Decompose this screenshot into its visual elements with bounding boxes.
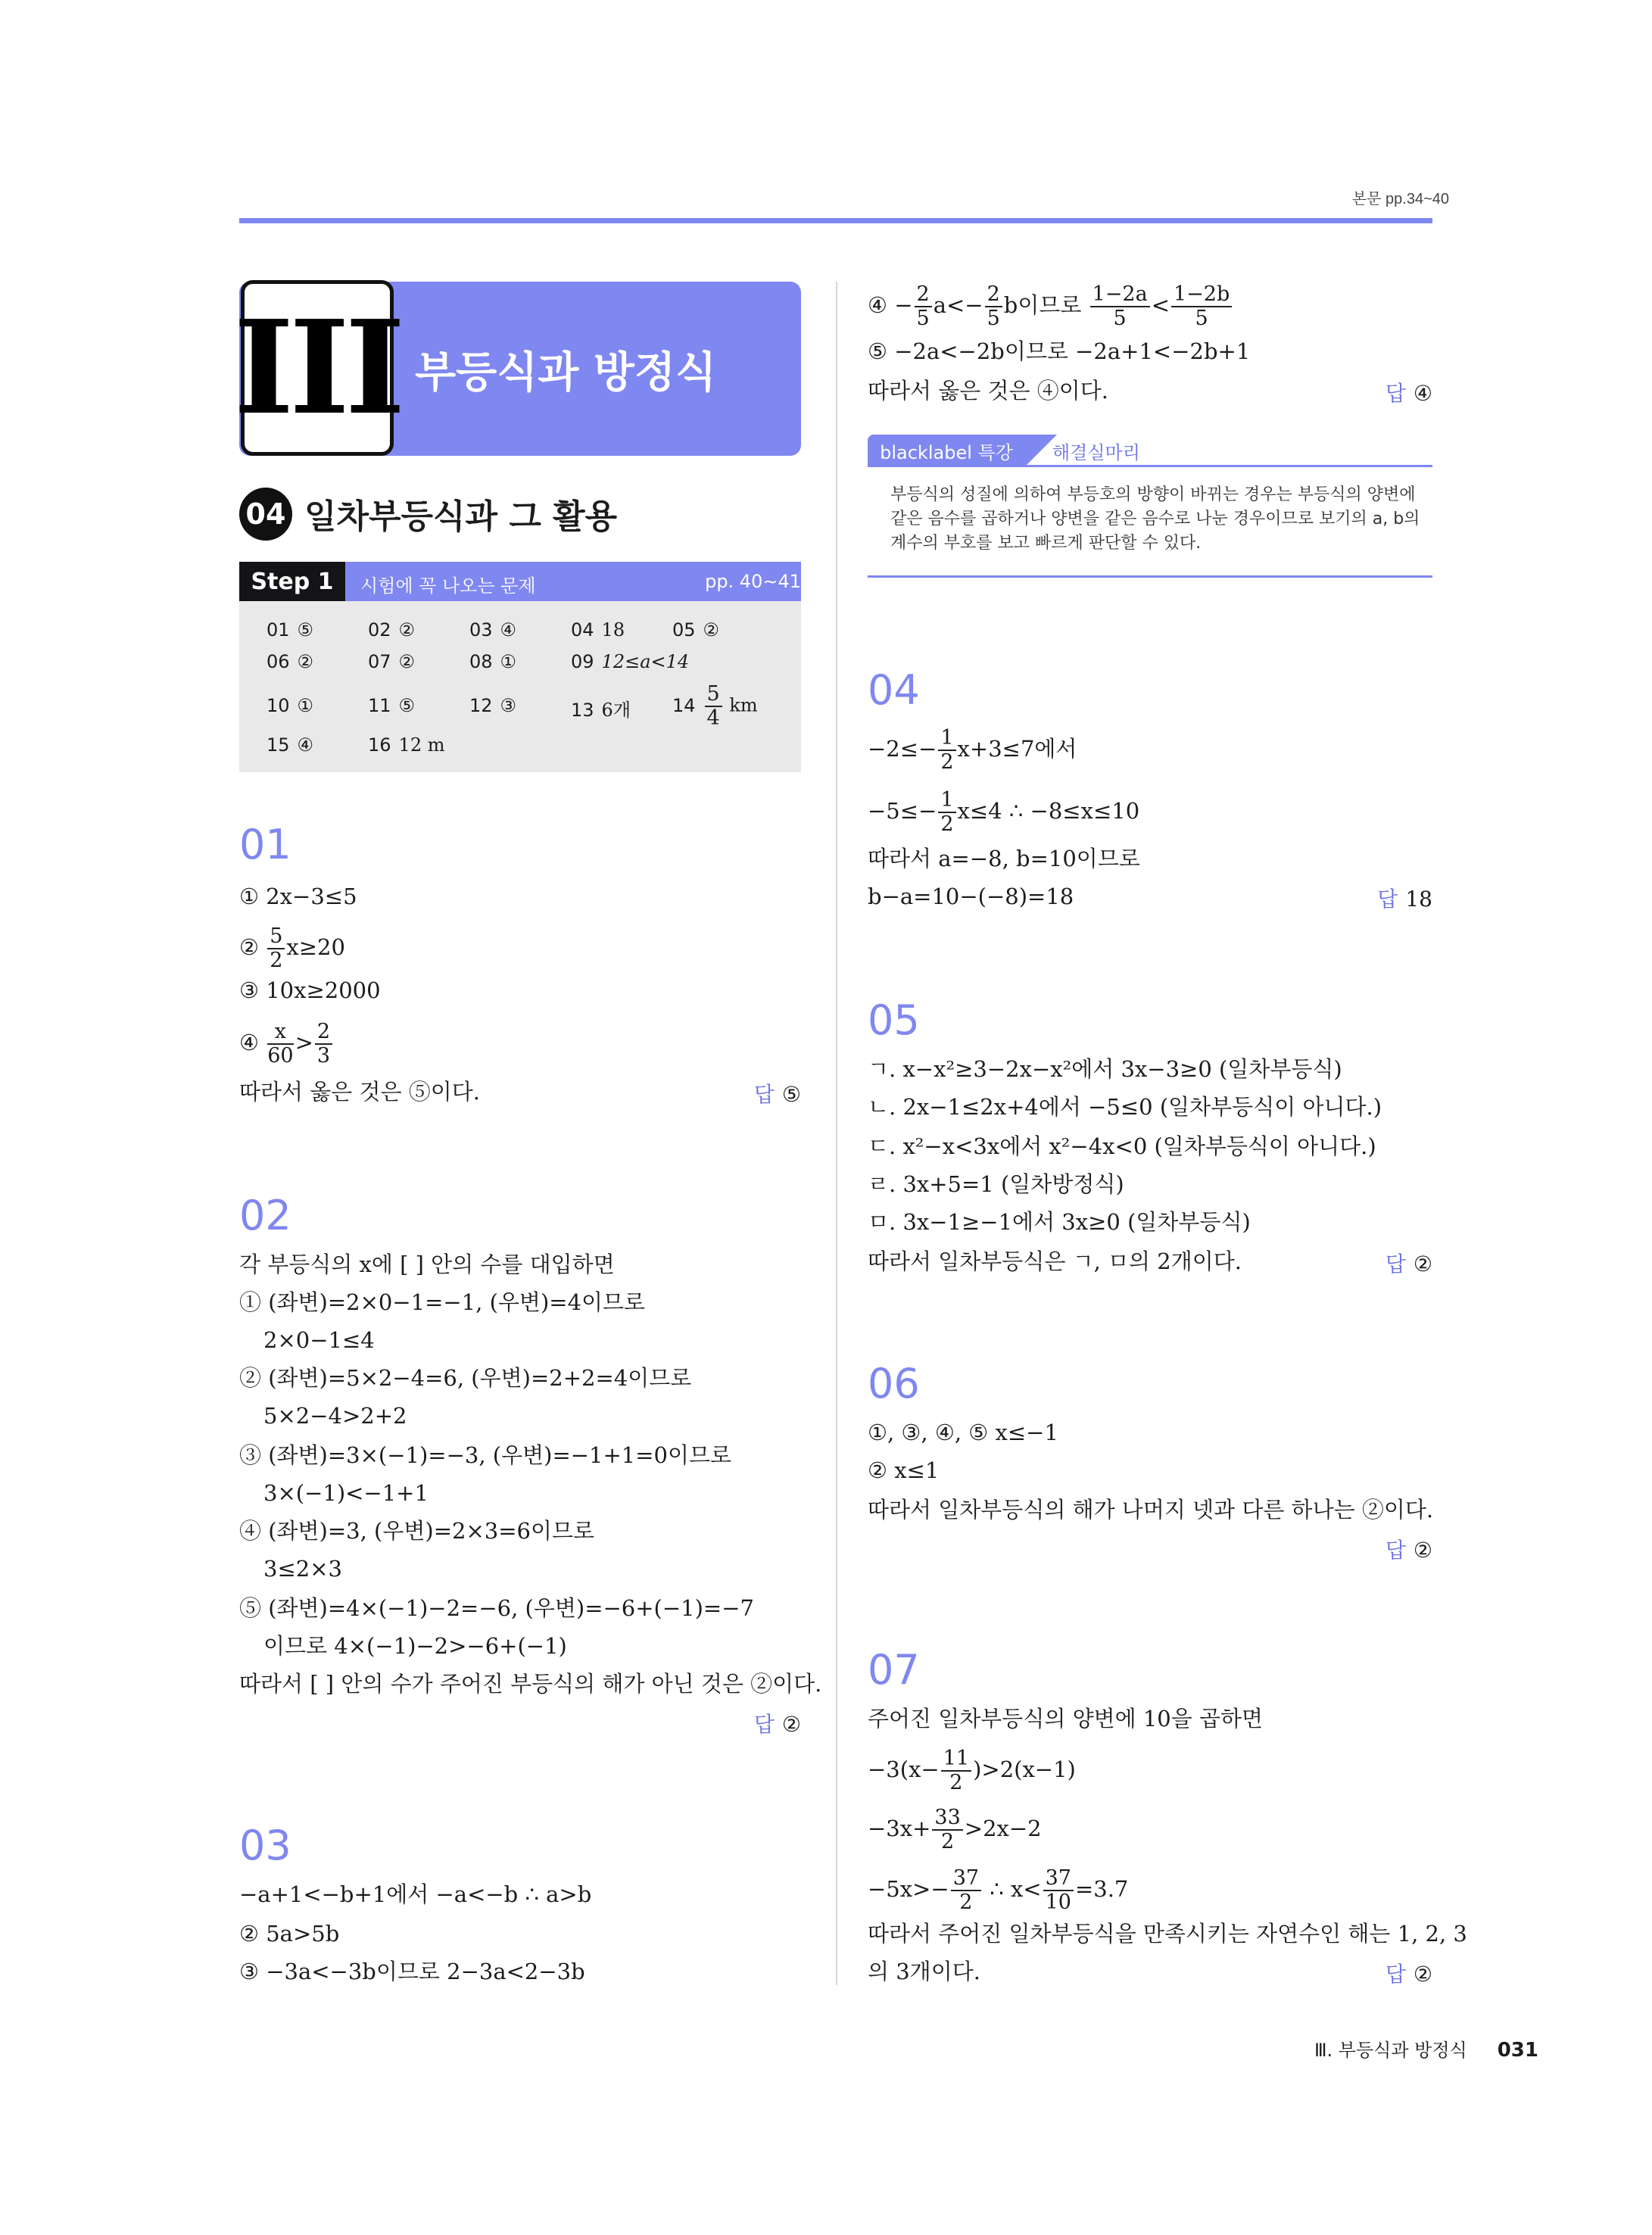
solution-line: 이므로 4×(−1)−2>−6+(−1) [263,1633,567,1659]
solution-line: 3×(−1)<−1+1 [263,1480,429,1506]
answer-item: 10 ① [267,695,314,716]
answer-item: 11 ⑤ [368,695,416,716]
step-label: Step 1 [239,562,345,601]
answer-mark: 답 ⑤ [753,1082,801,1107]
footer-chapter: Ⅲ. 부등식과 방정식 [1314,2040,1467,2061]
solution-line: −a+1<−b+1에서 −a<−b ∴ a>b [239,1881,592,1907]
solution-line: ① (좌변)=2×0−1=−1, (우변)=4이므로 [239,1289,646,1315]
question-number: 06 [868,1360,920,1407]
solution-line: ② (좌변)=5×2−4=6, (우변)=2+2=4이므로 [239,1365,692,1391]
question-number: 04 [868,666,920,714]
blacklabel-top-rule [868,465,1432,467]
solution-line: −3x+ $\frac{33}{2}$ >2x−2 [868,1806,1042,1853]
solution-line: ② x≤1 [868,1457,940,1483]
solution-line: ③ 10x≥2000 [239,977,381,1003]
blacklabel-bottom-rule [868,575,1432,578]
answer-item: 09 12≤a<14 [571,651,690,672]
solution-line: −5≤− $\frac{1}{2}$ x≤4 ∴ −8≤x≤10 [868,788,1140,836]
solution-line: 각 부등식의 x에 [ ] 안의 수를 대입하면 [239,1252,615,1277]
answer-item: 13 6개 [571,700,631,721]
section-number-badge: 04 [239,488,292,541]
solution-line: 5×2−4>2+2 [263,1403,407,1429]
blacklabel-text: 부등식의 성질에 의하여 부등호의 방향이 바뀌는 경우는 부등식의 양변에 같은 음수를 곱하거나 양변을 같은 음수로 나눈 경우이므로 보기의 a, b의 계수의 부호를 보고 빠르게 판단할 수 있다. [890,485,1420,553]
solution-line: 의 3개이다. [868,1959,980,1984]
blacklabel-subtitle: 해결실마리 [1052,442,1140,463]
step-description: 시험에 꼭 나오는 문제 [360,575,536,597]
solution-line: −2≤− $\frac{1}{2}$ x+3≤7에서 [868,726,1077,774]
answer-item: 15 ④ [267,734,314,756]
answer-grid [239,601,801,772]
step-pages: pp. 40∼41 [705,571,801,592]
answer-item: 04 18 [571,619,625,641]
solution-line: ㄷ. x²−x<3x에서 x²−4x<0 (일차부등식이 아니다.) [868,1133,1376,1159]
solution-line: 3≤2×3 [263,1556,342,1582]
answer-mark: 답 ② [1385,1538,1432,1563]
answer-item: 05 ② [672,619,720,641]
answer-item: 14 $\frac{5}{4}$ km [672,682,758,730]
answer-item: 07 ② [368,651,416,672]
solution-line: ㄴ. 2x−1≤2x+4에서 −5≤0 (일차부등식이 아니다.) [868,1094,1382,1120]
solution-line: ⑤ (좌변)=4×(−1)−2=−6, (우변)=−6+(−1)=−7 [239,1595,754,1621]
solution-line: 따라서 옳은 것은 ④이다. [868,378,1108,404]
solution-line: ③ (좌변)=3×(−1)=−3, (우변)=−1+1=0이므로 [239,1442,732,1468]
solution-line: −3(x− $\frac{11}{2}$ )>2(x−1) [868,1747,1076,1794]
blacklabel-tag: blacklabel 특강 [868,435,1025,466]
solution-line: ㄱ. x−x²≥3−2x−x²에서 3x−3≥0 (일차부등식) [868,1056,1342,1082]
answer-mark: 답 ④ [1385,381,1432,406]
answer-mark: 답 ② [1385,1252,1432,1276]
page-reference: 본문 pp.34~40 [1351,191,1449,207]
solution-line: 따라서 옳은 것은 ⑤이다. [239,1079,480,1105]
solution-line: 따라서 일차부등식의 해가 나머지 넷과 다른 하나는 ②이다. [868,1497,1434,1523]
question-number: 07 [868,1646,920,1694]
question-number: 02 [239,1192,291,1239]
page-number: 031 [1497,2039,1538,2062]
solution-line: 주어진 일차부등식의 양변에 10을 곱하면 [868,1706,1263,1732]
solution-line: ㅁ. 3x−1≥−1에서 3x≥0 (일차부등식) [868,1209,1251,1235]
solution-line: ② 5a>5b [239,1921,340,1947]
answer-item: 16 12 m [368,734,445,756]
answer-item: 06 ② [267,651,314,672]
solution-line: ④ − $\frac{2}{5}$ a<− $\frac{2}{5}$ b이므로 $\frac{1-2a}{5}$ < $\frac{1-2b}{5}$ [868,283,1233,330]
solution-line: 따라서 주어진 일차부등식을 만족시키는 자연수인 해는 1, 2, 3 [868,1921,1467,1947]
solution-line: ④ (좌변)=3, (우변)=2×3=6이므로 [239,1518,595,1544]
answer-mark: 답 18 [1377,887,1432,912]
solution-line: ② $\frac{5}{2}$ x≥20 [239,924,345,972]
question-number: 01 [239,821,291,868]
answer-item: 08 ① [469,651,517,672]
solution-line: ③ −3a<−3b이므로 2−3a<2−3b [239,1959,585,1984]
answer-item: 03 ④ [469,619,517,641]
answer-mark: 답 ② [753,1712,801,1737]
solution-line: ① 2x−3≤5 [239,884,357,909]
answer-item: 02 ② [368,619,416,641]
page-footer [1314,2035,1538,2062]
solution-line: ④ $\frac{x}{60}$ > $\frac{2}{3}$ [239,1021,334,1068]
top-rule [239,218,1432,223]
solution-line: 따라서 [ ] 안의 수가 주어진 부등식의 해가 아닌 것은 ②이다. [239,1671,822,1697]
solution-line: ㄹ. 3x+5=1 (일차방정식) [868,1171,1124,1197]
answer-item: 01 ⑤ [267,619,314,641]
solution-line: −5x>− $\frac{37}{2}$ ∴ x< $\frac{37}{10}$ =3.7 [868,1866,1129,1914]
chapter-numeral: III [241,280,394,456]
question-number: 03 [239,1822,291,1869]
answer-item: 12 ③ [469,695,517,716]
solution-line: 따라서 a=−8, b=10이므로 [868,846,1140,871]
column-divider [836,282,837,1985]
answer-mark: 답 ② [1385,1962,1432,1987]
solution-line: ⑤ −2a<−2b이므로 −2a+1<−2b+1 [868,338,1251,364]
solution-line: b−a=10−(−8)=18 [868,884,1074,909]
solution-line: ①, ③, ④, ⑤ x≤−1 [868,1420,1058,1445]
solution-line: 2×0−1≤4 [263,1327,375,1353]
question-number: 05 [868,996,920,1044]
solution-line: 따라서 일차부등식은 ㄱ, ㅁ의 2개이다. [868,1248,1242,1274]
section-title: 일차부등식과 그 활용 [304,497,618,536]
chapter-title: 부등식과 방정식 [415,348,717,397]
